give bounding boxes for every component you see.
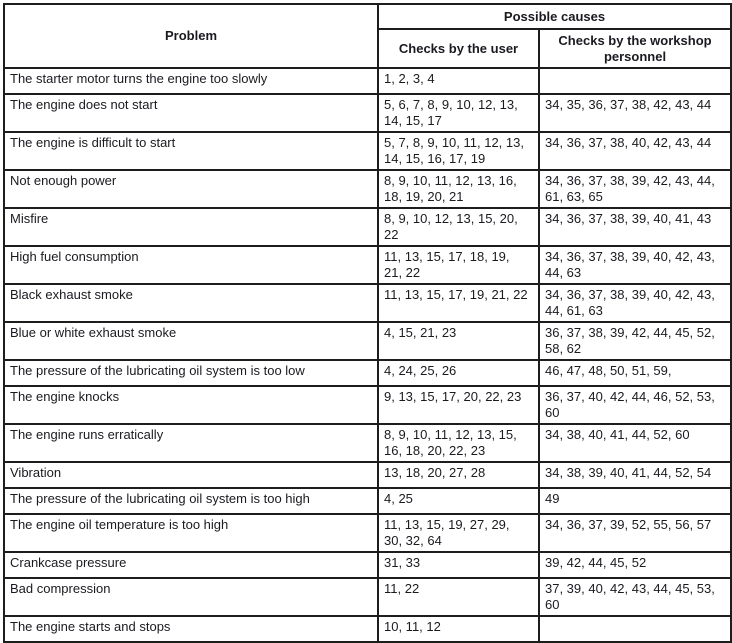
user-checks-cell: 31, 33 — [378, 552, 539, 578]
user-checks-cell: 8, 9, 10, 11, 12, 13, 16, 18, 19, 20, 21 — [378, 170, 539, 208]
table-row — [4, 462, 731, 488]
troubleshooting-table — [3, 3, 732, 643]
workshop-checks-cell: 34, 38, 39, 40, 41, 44, 52, 54 — [539, 462, 731, 488]
problem-cell: Black exhaust smoke — [4, 284, 378, 322]
workshop-checks-cell — [539, 68, 731, 94]
user-checks-cell: 8, 9, 10, 12, 13, 15, 20, 22 — [378, 208, 539, 246]
user-checks-cell: 11, 13, 15, 19, 27, 29, 30, 32, 64 — [378, 514, 539, 552]
column-header-checks-user: Checks by the user — [378, 29, 539, 68]
table-row — [4, 488, 731, 514]
table-row — [4, 552, 731, 578]
problem-cell: The engine runs erratically — [4, 424, 378, 462]
problem-cell: The pressure of the lubricating oil system is too high — [4, 488, 378, 514]
user-checks-cell: 1, 2, 3, 4 — [378, 68, 539, 94]
column-header-checks-workshop: Checks by the workshop personnel — [539, 29, 731, 68]
workshop-checks-cell: 49 — [539, 488, 731, 514]
table-row — [4, 616, 731, 642]
workshop-checks-cell: 46, 47, 48, 50, 51, 59, — [539, 360, 731, 386]
problem-cell: Bad compression — [4, 578, 378, 616]
workshop-checks-cell: 34, 36, 37, 38, 39, 40, 42, 43, 44, 61, 63 — [539, 284, 731, 322]
workshop-checks-cell: 34, 36, 37, 38, 40, 42, 43, 44 — [539, 132, 731, 170]
problem-cell: Vibration — [4, 462, 378, 488]
column-header-problem: Problem — [4, 4, 378, 68]
user-checks-cell: 11, 13, 15, 17, 18, 19, 21, 22 — [378, 246, 539, 284]
workshop-checks-cell: 39, 42, 44, 45, 52 — [539, 552, 731, 578]
workshop-checks-cell: 37, 39, 40, 42, 43, 44, 45, 53, 60 — [539, 578, 731, 616]
workshop-checks-cell: 36, 37, 40, 42, 44, 46, 52, 53, 60 — [539, 386, 731, 424]
workshop-checks-cell: 34, 36, 37, 39, 52, 55, 56, 57 — [539, 514, 731, 552]
user-checks-cell: 5, 6, 7, 8, 9, 10, 12, 13, 14, 15, 17 — [378, 94, 539, 132]
workshop-checks-cell: 36, 37, 38, 39, 42, 44, 45, 52, 58, 62 — [539, 322, 731, 360]
column-header-possible-causes: Possible causes — [378, 4, 731, 29]
user-checks-cell: 5, 7, 8, 9, 10, 11, 12, 13, 14, 15, 16, 17, 19 — [378, 132, 539, 170]
table-body — [4, 68, 731, 642]
problem-cell: Not enough power — [4, 170, 378, 208]
user-checks-cell: 9, 13, 15, 17, 20, 22, 23 — [378, 386, 539, 424]
problem-cell: Crankcase pressure — [4, 552, 378, 578]
problem-cell: The pressure of the lubricating oil system is too low — [4, 360, 378, 386]
user-checks-cell: 4, 24, 25, 26 — [378, 360, 539, 386]
user-checks-cell: 10, 11, 12 — [378, 616, 539, 642]
table-row — [4, 514, 731, 552]
problem-cell: The engine starts and stops — [4, 616, 378, 642]
user-checks-cell: 13, 18, 20, 27, 28 — [378, 462, 539, 488]
problem-cell: The engine does not start — [4, 94, 378, 132]
user-checks-cell: 4, 15, 21, 23 — [378, 322, 539, 360]
workshop-checks-cell — [539, 616, 731, 642]
table-row — [4, 94, 731, 132]
table-row — [4, 170, 731, 208]
table-row — [4, 68, 731, 94]
workshop-checks-cell: 34, 36, 37, 38, 39, 40, 41, 43 — [539, 208, 731, 246]
problem-cell: The engine knocks — [4, 386, 378, 424]
workshop-checks-cell: 34, 36, 37, 38, 39, 40, 42, 43, 44, 63 — [539, 246, 731, 284]
user-checks-cell: 11, 22 — [378, 578, 539, 616]
table-row — [4, 246, 731, 284]
workshop-checks-cell: 34, 36, 37, 38, 39, 42, 43, 44, 61, 63, 65 — [539, 170, 731, 208]
header-row-top — [4, 4, 731, 29]
workshop-checks-cell: 34, 35, 36, 37, 38, 42, 43, 44 — [539, 94, 731, 132]
table-row — [4, 284, 731, 322]
problem-cell: Blue or white exhaust smoke — [4, 322, 378, 360]
table-row — [4, 424, 731, 462]
problem-cell: High fuel consumption — [4, 246, 378, 284]
user-checks-cell: 4, 25 — [378, 488, 539, 514]
problem-cell: The starter motor turns the engine too slowly — [4, 68, 378, 94]
table-row — [4, 132, 731, 170]
table-row — [4, 322, 731, 360]
problem-cell: The engine is difficult to start — [4, 132, 378, 170]
problem-cell: The engine oil temperature is too high — [4, 514, 378, 552]
table-row — [4, 386, 731, 424]
user-checks-cell: 11, 13, 15, 17, 19, 21, 22 — [378, 284, 539, 322]
table-row — [4, 208, 731, 246]
user-checks-cell: 8, 9, 10, 11, 12, 13, 15, 16, 18, 20, 22, 23 — [378, 424, 539, 462]
workshop-checks-cell: 34, 38, 40, 41, 44, 52, 60 — [539, 424, 731, 462]
problem-cell: Misfire — [4, 208, 378, 246]
table-row — [4, 578, 731, 616]
table-row — [4, 360, 731, 386]
